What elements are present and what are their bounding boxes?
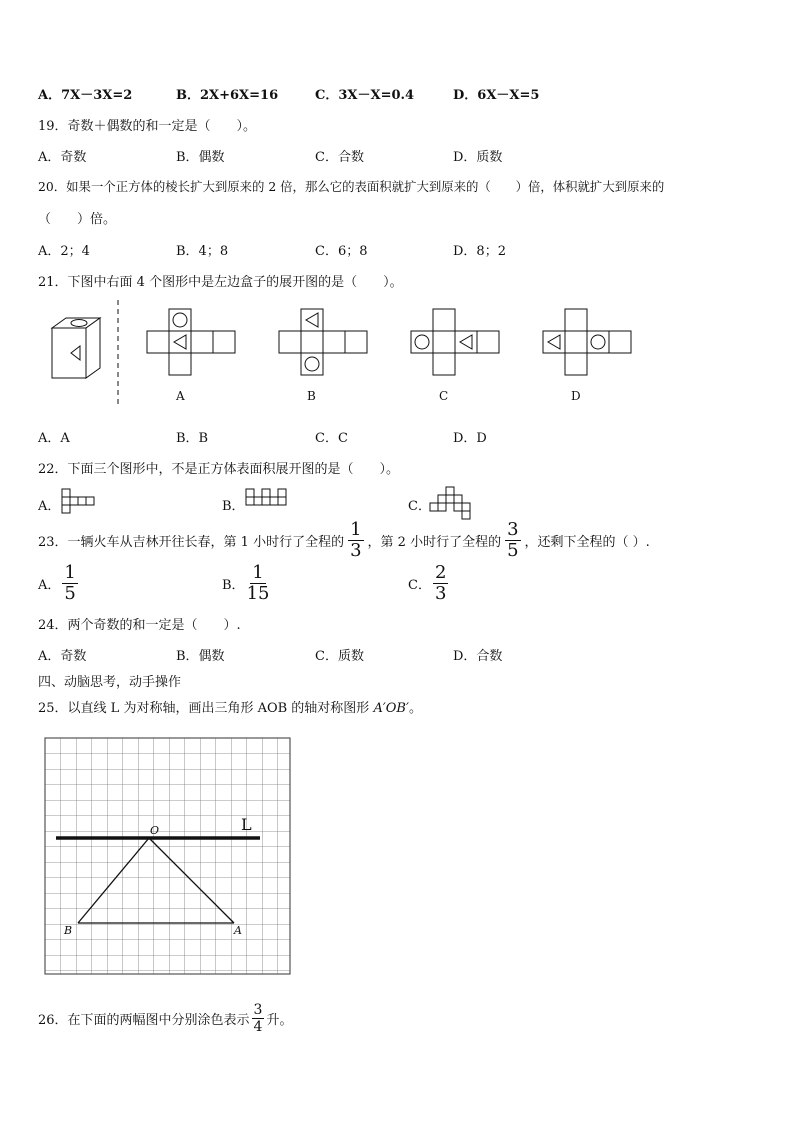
q24-option-b: B．偶数 bbox=[176, 649, 225, 664]
circle-icon bbox=[415, 335, 429, 349]
circle-icon bbox=[305, 357, 319, 371]
q23-frac2-num: 3 bbox=[507, 519, 519, 540]
q18-option-d: D．6X－X=5 bbox=[453, 88, 540, 103]
q19-stem: 19．奇数＋偶数的和一定是（ ）。 bbox=[38, 119, 257, 134]
q22-figures bbox=[0, 484, 794, 520]
net-label-b: B bbox=[307, 389, 316, 403]
triangle-icon bbox=[548, 335, 560, 349]
q23-fraction-2 bbox=[505, 521, 520, 560]
q18-option-a: A．7X－3X=2 bbox=[38, 88, 133, 103]
q26-frac-num: 3 bbox=[253, 1002, 263, 1018]
label-line-l: L bbox=[241, 815, 252, 834]
q23-option-c-den: 3 bbox=[434, 583, 447, 604]
q26-part1: 26．在下面的两幅图中分别涂色表示 bbox=[38, 1013, 250, 1028]
net-d bbox=[543, 309, 631, 375]
q23-option-c-label: C． bbox=[408, 578, 431, 593]
label-point-b: B bbox=[64, 924, 73, 937]
triangle-icon bbox=[306, 313, 318, 327]
q23-option-b-fraction bbox=[247, 564, 270, 603]
q19-option-b: B．偶数 bbox=[176, 150, 225, 165]
q19-option-a: A．奇数 bbox=[38, 150, 87, 165]
q23-option-c-fraction bbox=[433, 564, 448, 603]
q26-frac-den: 4 bbox=[253, 1019, 263, 1035]
q26-part2: 升。 bbox=[266, 1013, 293, 1028]
circle-icon bbox=[173, 313, 187, 327]
q24-option-a: A．奇数 bbox=[38, 649, 87, 664]
q25-target-figure: A′OB′ bbox=[373, 701, 409, 716]
cube-box bbox=[52, 318, 100, 378]
q23-fraction-1 bbox=[348, 521, 363, 560]
q23-option-b-num: 1 bbox=[252, 562, 264, 583]
q23-part2: ，第 2 小时行了全程的 bbox=[367, 535, 502, 550]
q21-option-a: A．A bbox=[38, 431, 70, 446]
q22-stem: 22．下面三个图形中，不是正方体表面积展开图的是（ ）。 bbox=[38, 462, 400, 477]
net-c bbox=[411, 309, 499, 375]
q20-option-a: A．2；4 bbox=[38, 244, 90, 259]
q25-stem bbox=[38, 697, 422, 716]
q20-option-c: C．6；8 bbox=[315, 244, 368, 259]
q18-option-b: B．2X+6X=16 bbox=[176, 88, 279, 103]
q23-option-a bbox=[38, 564, 80, 603]
q20-option-d: D．8；2 bbox=[453, 244, 506, 259]
q23-option-a-den: 5 bbox=[64, 583, 76, 604]
label-point-o: O bbox=[150, 824, 160, 837]
q21-option-d: D．D bbox=[453, 431, 487, 446]
q25-stem-text: 25．以直线 L 为对称轴，画出三角形 AOB 的轴对称图形 bbox=[38, 701, 374, 716]
net-label-c: C bbox=[439, 389, 449, 403]
q26-fraction bbox=[252, 1003, 265, 1034]
section-heading: 四、动脑思考，动手操作 bbox=[38, 675, 182, 690]
net-label-d: D bbox=[571, 389, 581, 403]
q20-option-b: B．4；8 bbox=[176, 244, 229, 259]
q20-stem-line1: 20．如果一个正方体的棱长扩大到原来的 2 倍，那么它的表面积就扩大到原来的（ ）倍，体积就扩大到原来的 bbox=[38, 179, 665, 194]
q23-option-b-den: 15 bbox=[246, 583, 270, 604]
q22-net-c bbox=[430, 487, 470, 519]
q23-frac2-den: 5 bbox=[507, 540, 519, 561]
q21-option-c: C．C bbox=[315, 431, 348, 446]
circle-icon bbox=[591, 335, 605, 349]
q23-option-b bbox=[222, 564, 271, 603]
q22-option-b: B． bbox=[222, 499, 245, 514]
q25-stem-end: 。 bbox=[408, 701, 422, 716]
q24-option-c: C．质数 bbox=[315, 649, 364, 664]
q24-option-d: D．合数 bbox=[453, 649, 503, 664]
q22-option-c: C． bbox=[408, 499, 431, 514]
q23-frac1-num: 1 bbox=[350, 519, 362, 540]
q23-option-a-num: 1 bbox=[64, 562, 76, 583]
q23-part1: 23．一辆火车从吉林开往长春，第 1 小时行了全程的 bbox=[38, 535, 345, 550]
q26-stem bbox=[38, 1003, 292, 1034]
q25-grid-figure bbox=[38, 732, 296, 980]
q23-part3: ，还剩下全程的（ ）. bbox=[524, 535, 650, 550]
q24-stem: 24．两个奇数的和一定是（ ）. bbox=[38, 618, 241, 633]
q21-option-b: B．B bbox=[176, 431, 209, 446]
q22-net-a bbox=[62, 489, 94, 513]
q23-frac1-den: 3 bbox=[350, 540, 362, 561]
q23-option-a-fraction bbox=[62, 564, 77, 603]
q19-option-d: D．质数 bbox=[453, 150, 503, 165]
triangle-icon bbox=[174, 335, 186, 349]
q23-option-c bbox=[408, 564, 450, 603]
q22-net-b bbox=[246, 489, 286, 505]
q21-figures bbox=[0, 295, 794, 415]
q23-option-a-label: A． bbox=[38, 578, 61, 593]
q18-option-c: C．3X－X=0.4 bbox=[315, 88, 415, 103]
net-a bbox=[147, 309, 235, 375]
net-b bbox=[279, 309, 367, 375]
q23-stem bbox=[38, 521, 650, 560]
label-point-a: A bbox=[234, 924, 242, 937]
q23-option-c-num: 2 bbox=[434, 562, 447, 583]
triangle-icon bbox=[460, 335, 472, 349]
q21-stem: 21．下图中右面 4 个图形中是左边盒子的展开图的是（ ）。 bbox=[38, 275, 403, 290]
q23-option-b-label: B． bbox=[222, 578, 245, 593]
net-label-a: A bbox=[176, 389, 185, 403]
q22-option-a: A． bbox=[38, 499, 61, 514]
q19-option-c: C．合数 bbox=[315, 150, 364, 165]
q20-stem-line2: （ ）倍。 bbox=[38, 212, 117, 227]
